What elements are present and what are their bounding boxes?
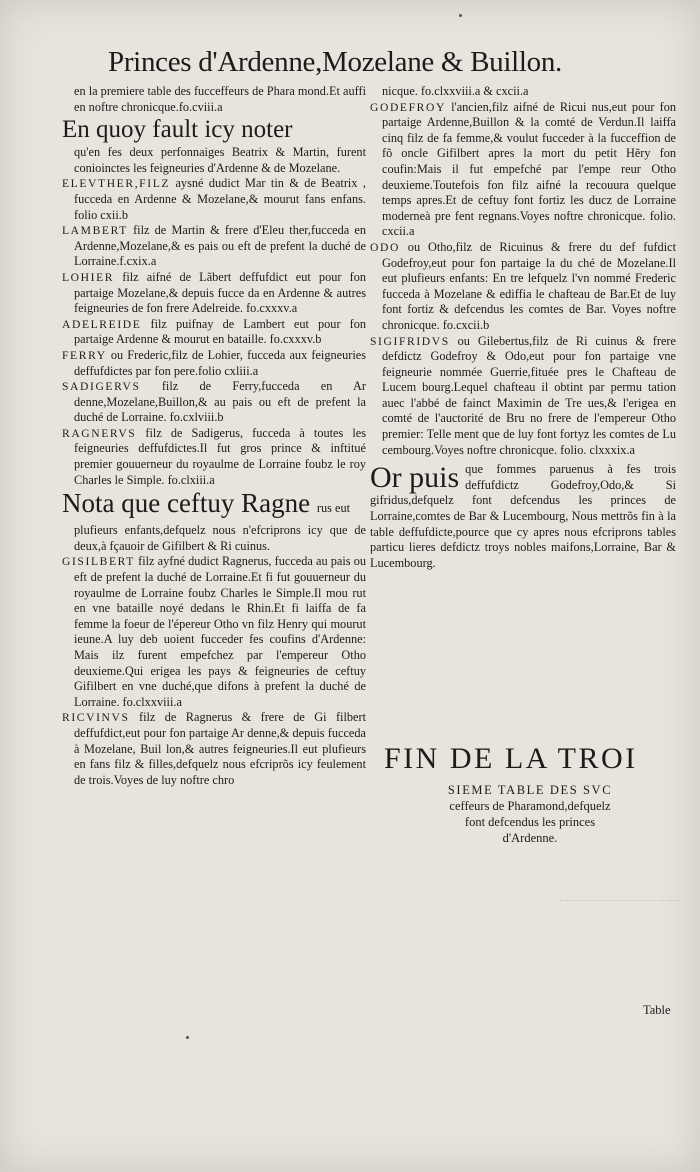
entry-eleuther [62,176,366,223]
left-paragraph: plufieurs enfants,defquelz nous n'efcriprons icy que de deux,à fçauoir de Gifilbert & Ri cuinus. [74,523,366,553]
entry-ferry [62,348,366,379]
fin-sub-line: SIEME TABLE DES SVC [447,783,613,797]
heading-tail: rus eut [316,501,351,516]
fin-heading: FIN DE LA TROI [384,742,638,775]
page-header: Princes d'Ardenne,Mozelane & Buillon. [108,46,562,78]
right-column [370,84,676,571]
entry-name: SIGIFRIDVS [370,334,450,348]
or-puis-heading: Or puis [370,461,460,495]
entry-lohier [62,270,366,317]
entry-ricuinus [62,710,366,788]
entry-godefroy [370,100,676,240]
ink-speck [459,14,462,17]
entry-name: SADIGERVS [62,380,141,394]
bleed-through-marks [560,900,680,961]
or-puis-paragraph [370,462,676,571]
entry-name: GODEFROY [370,100,446,114]
entry-name: LAMBERT [62,224,128,238]
entry-name: LOHIER [62,270,115,284]
entry-name: GISILBERT [62,555,135,569]
entry-text: filz ayfné dudict Ragnerus, fucceda au pais ou eft de prefent la duché de Lorraine.Et fi fut gouuerneur du royaulme de Lorraine foubz Charles le Simple.Il mou rut en vne bataille noyé dedans le Rhin.Et fi laiffa de fa femme la foeur de l'épereur Otho vn filz Henry qui mourut ieune.A luy deb uoient fucceder fes coufins d'Ardenne: Mais ilz furent empefchez par l'empereur Otho deuxieme.Qui erigea les pays & feigneuries de ceftuy Gifilbert en vne duché,que difons à prefent la duché de Lorraine. fo.clxxviii.a [74,554,366,709]
ink-speck [186,1036,189,1039]
entry-name: RAGNERVS [62,426,137,440]
entry-text: filz de Martin & frere d'Eleu ther,fucceda en Ardenne,Mozelane,& es pais ou eft de prefent la duché de Lorraine.f.cxix.a [74,223,366,269]
entry-text: filz de Ferry,fucceda en Ar denne,Mozelane,Buillon,& au pais ou eft de prefent la duché de Lorraine. fo.cxlviii.b [74,379,366,425]
entry-text: ou Frederic,filz de Lohier, fucceda aux feigneuries deffufdictes par fon pere.folio cxliii.a [74,347,366,378]
entry-name: FERRY [62,348,107,362]
entry-odo [370,240,676,334]
entry-text: ou Gilebertus,filz de Ri cuinus & frere defdictz Godefroy & Odo,eut pour fon partaige vne feigneurie nommée Guerrie,fituée pres le Chafteau de Lucem bourg.Lequel chafteau il obtint par permu tation auec l'abbé de fainct Maximin de Tre ues,& l'erigea en comté de l'auctorité de Bru no frere de l'empereur Otho premier: Telle ment que de luy font fortyz les comtes de Lu cembourg.Voyes noftre chronicque. folio. clxxxix.a [382,333,676,457]
fin-sub-line: font defcendus les princes [464,815,596,829]
left-continuation-text: en la premiere table des fucceffeurs de Phara mond.Et auffi en noftre chronicque.fo.cviii.a [74,84,366,114]
entry-text: filz puifnay de Lambert eut pour fon partaige Ardenne & mourut en bataille. fo.cxxxv.b [74,316,366,347]
catchword: Table [643,1003,671,1017]
entry-name: RICVINVS [62,711,130,725]
or-puis-text: que fommes paruenus à fes trois deffufdictz Godefroy,Odo,& Si gifridus,defquelz font defcendus les princes de Lorraine,comtes de Bar & Lucembourg, Nous mettrõs fin à la table deffufdicte,pource que cy apres nous efcriprons tables particu lieres defdictz troys nobles maifons,Lorraine, Bar & Lucembourg. [370,462,676,570]
entry-text: l'ancien,filz aifné de Ricui nus,eut pour fon partaige Ardenne,Buillon & la comté de Verdun.Il laiffa cinq filz de fa femme,& voulut fucceder à la fucceffion de fõ oncle Gifilbert apres la mort du petit Hẽry fon coufin:Mais il fut empefché par l'empe reur Otho deuxieme.Toutefois fon filz aifné la recouura quelque temps apres.Et de ceftuy font fortiz les ducz de Lorraine moderneà pre fent regnans.Voyes noftre chronicque. folio. cxcii.a [382,99,676,239]
entry-text: aysné dudict Mar tin & de Beatrix , fucceda en Ardenne & Mozelane,& mourut fans enfans. folio cxii.b [74,176,366,222]
fin-sub-line: d'Ardenne. [502,831,558,845]
section-heading-nota [62,488,366,523]
fin-subtitle [400,782,660,846]
entry-text: ou Otho,filz de Ricuinus & frere du def fufdict Godefroy,eut pour fon partaige la du ché de Mozelane.Il eut plufieurs enfants: En tre lefquelz l'vn nommé Frederic fucceda à Mozelane & ediffia le chafteau de Bar.Et de luy font fortiz & defcendus les comtes de Bar. Voyes noftre chronicque. fo.cxcii.b [382,239,676,332]
entry-text: filz aifné de Lãbert deffufdict eut pour fon partaige Mozelane,& depuis fucce da en Ardenne & autres feigneuries de fon frere Adelreide. fo.cxxxv.a [74,269,366,316]
entry-name: ODO [370,240,400,254]
entry-name: ELEVTHER,FILZ [62,177,171,191]
entry-text: filz de Ragnerus & frere de Gi filbert deffufdict,eut pour fon partaige Ar denne,& depuis fucceda à Mozelane, Buil lon,& autres feigneuries.Il eut plufieurs en fans filz & filles,defquelz nous efcriprõs icy feulement de trois.Voyes de luy noftre chro [74,710,366,787]
fin-sub-line: ceffeurs de Pharamond,defquelz [449,799,611,813]
section-heading: En quoy fault icy noter [62,116,293,144]
entry-gisilbert [62,554,366,710]
right-continuation-text: nicque. fo.clxxviii.a & cxcii.a [382,84,529,98]
left-column [62,84,366,788]
entry-sadigerus [62,379,366,426]
entry-name: ADELREIDE [62,317,142,331]
entry-sigifridus [370,334,676,459]
heading-text: Nota que ceftuy Ragne [62,488,311,519]
entry-adelreide [62,317,366,348]
entry-lambert [62,223,366,270]
left-paragraph: qu'en fes deux perfonnaiges Beatrix & Martin, furent conioinctes les feigneuries d'Ardenne & de Mozelane. [74,145,366,175]
entry-ragnerus [62,426,366,488]
entry-text: filz de Sadigerus, fucceda à toutes les feigneuries deffufdictes.Il fut gros prince & inftitué premier gouuerneur du royaulme de Lorraine foubz le roy Charles le Simple. fo.clxiii.a [74,425,366,487]
